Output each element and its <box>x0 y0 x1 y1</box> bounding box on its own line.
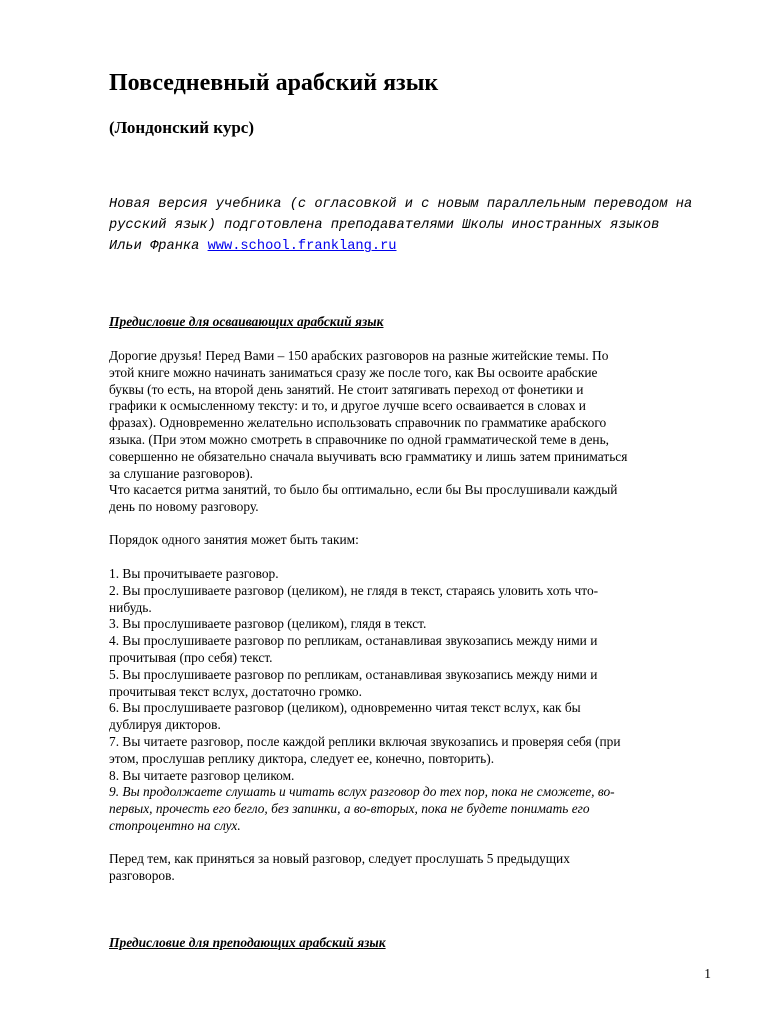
intro-line-3 <box>109 236 709 257</box>
learners-paragraph <box>109 348 719 516</box>
paragraph-line: день по новому разговору. <box>109 499 259 515</box>
step-9-line: стопроцентно на слух. <box>109 817 241 833</box>
paragraph-line: за слушание разговоров). <box>109 465 254 481</box>
document-subtitle: (Лондонский курс) <box>109 118 254 137</box>
closing-line: Перед тем, как приняться за новый разговор, следует прослушать 5 предыдущих <box>109 851 570 866</box>
step-line: 4. Вы прослушиваете разговор по репликам, останавливая звукозапись между ними и <box>109 633 598 649</box>
lesson-order-intro: Порядок одного занятия может быть таким: <box>109 532 359 547</box>
step-line: 1. Вы прочитываете разговор. <box>109 566 279 581</box>
paragraph-line: Дорогие друзья! Перед Вами – 150 арабских разговоров на разные житейские темы. По <box>109 348 609 363</box>
document-title: Повседневный арабский язык <box>109 70 439 96</box>
paragraph-line: графики к осмысленному тексту: и то, и другое лучше всего осваивается в словах и <box>109 398 586 414</box>
intro-line-1: Новая версия учебника (с огласовкой и с новым параллельным переводом на <box>109 197 693 212</box>
paragraph-line: совершенно не обязательно сначала выучивать всю грамматику и лишь затем приниматься <box>109 448 628 464</box>
intro-line-3-prefix: Ильи Франка <box>109 239 208 254</box>
step-line: прочитывая (про себя) текст. <box>109 649 273 665</box>
school-website-link[interactable]: www.school.franklang.ru <box>207 239 397 254</box>
intro-line-2: русский язык) подготовлена преподавателями Школы иностранных языков <box>109 218 660 233</box>
step-line: 7. Вы читаете разговор, после каждой реплики включая звукозапись и проверяя себя (при <box>109 733 621 749</box>
step-line: этом, прослушав реплику диктора, следует ее, конечно, повторить). <box>109 750 495 766</box>
step-line: дублируя дикторов. <box>109 717 221 733</box>
paragraph-line: Что касается ритма занятий, то было бы оптимально, если бы Вы прослушивали каждый <box>109 482 618 498</box>
step-line: 2. Вы прослушиваете разговор (целиком), не глядя в текст, стараясь уловить хоть что- <box>109 582 599 598</box>
section-heading-learners: Предисловие для осваивающих арабский язык <box>109 314 384 329</box>
step-line: нибудь. <box>109 599 152 615</box>
paragraph-line: языка. (При этом можно смотреть в справочнике по одной грамматической теме в день, <box>109 431 610 447</box>
intro-note <box>109 194 709 257</box>
section-heading-teachers: Предисловие для преподающих арабский язык <box>109 935 386 950</box>
step-line: 8. Вы читаете разговор целиком. <box>109 767 295 783</box>
paragraph-line: фразах). Одновременно желательно использовать справочник по грамматике арабского <box>109 415 607 431</box>
lesson-steps-list <box>109 566 719 835</box>
closing-paragraph <box>109 851 719 885</box>
paragraph-line: буквы (то есть, на второй день занятий. Не стоит затягивать переход от фонетики и <box>109 381 584 397</box>
page-number: 1 <box>704 966 711 981</box>
paragraph-line: этой книге можно начинать заниматься сразу же после того, как Вы освоите арабские <box>109 364 598 380</box>
step-line: 5. Вы прослушиваете разговор по репликам, останавливая звукозапись между ними и <box>109 666 598 682</box>
step-line: 3. Вы прослушиваете разговор (целиком), глядя в текст. <box>109 616 427 632</box>
step-line: 6. Вы прослушиваете разговор (целиком), одновременно читая текст вслух, как бы <box>109 700 581 716</box>
step-9-line: 9. Вы продолжаете слушать и читать вслух разговор до тех пор, пока не сможете, во- <box>109 784 615 800</box>
step-9-line: первых, прочесть его бегло, без запинки, а во-вторых, пока не будете понимать его <box>109 801 590 817</box>
step-line: прочитывая текст вслух, достаточно громко. <box>109 683 362 699</box>
closing-line: разговоров. <box>109 867 175 883</box>
